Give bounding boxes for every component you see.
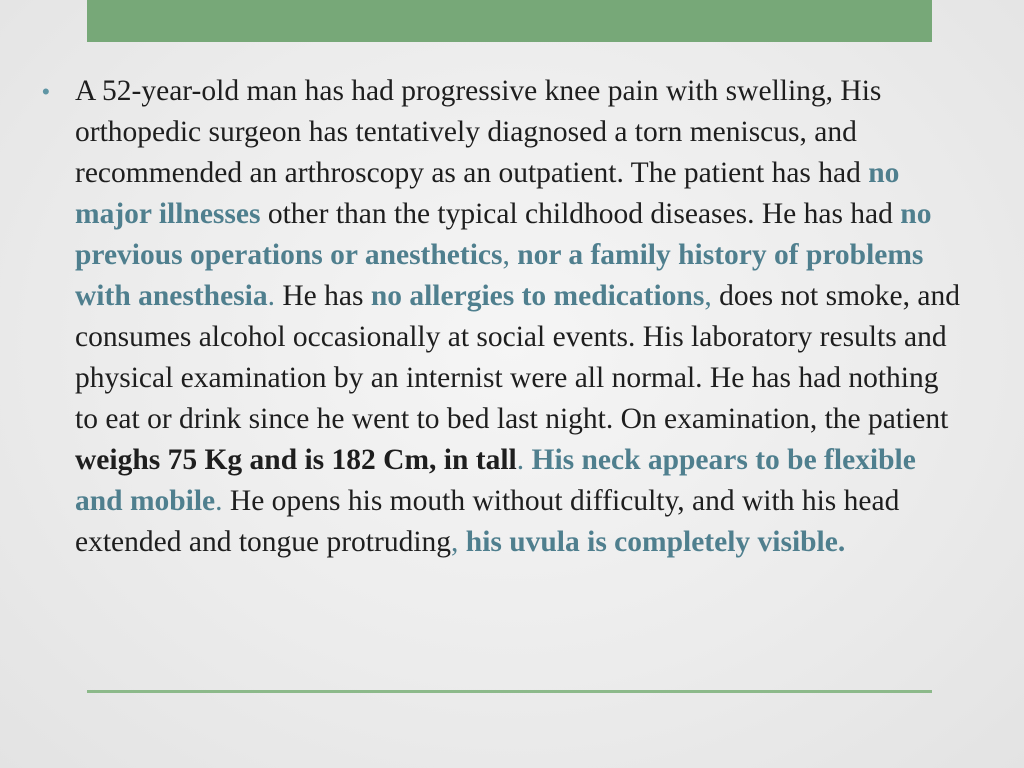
highlight-no-family-history: nor a family history of problems with anesthesia [75,239,924,312]
punctuation: , [704,280,712,312]
case-description [75,71,962,563]
text-segment: does not smoke, and consumes alcohol occasionally at social events. His laboratory results and physical examination by an internist were all normal. He has had nothing to eat or drink since he went to bed last night. On examination, the patient [75,280,960,435]
highlight-uvula-visible: his uvula is completely visible. [465,526,846,558]
title-bar [87,0,932,42]
punctuation: . [516,444,525,476]
text-segment: other than the typical childhood diseases. He has had [260,198,901,230]
text-segment: A 52-year-old man has had progressive knee pain with swelling, His orthopedic surgeon has tentatively diagnosed a torn meniscus, and recommended an arthroscopy as an outpatient. The patient has had [75,75,882,189]
punctuation: . [267,280,275,312]
bullet-icon: • [42,79,50,104]
slide-body [42,71,962,563]
text-segment [524,444,531,476]
highlight-neck-flexible: His neck appears to be flexible and mobile [75,444,916,517]
highlight-no-previous-operations: no previous operations or anesthetics [75,198,932,271]
divider-line [87,690,932,693]
text-segment: He has [274,280,371,312]
punctuation: , [451,526,466,558]
highlight-no-allergies: no allergies to medications [370,280,705,312]
text-segment: He opens his mouth without difficulty, and with his head extended and tongue protruding [75,485,900,558]
bullet-item [42,71,962,563]
punctuation: . [215,485,223,517]
highlight-no-major-illnesses: no major illnesses [75,157,900,230]
punctuation: , [502,239,518,271]
emphasis-weight-height: weighs 75 Kg and is 182 Cm, in tall [75,444,517,476]
